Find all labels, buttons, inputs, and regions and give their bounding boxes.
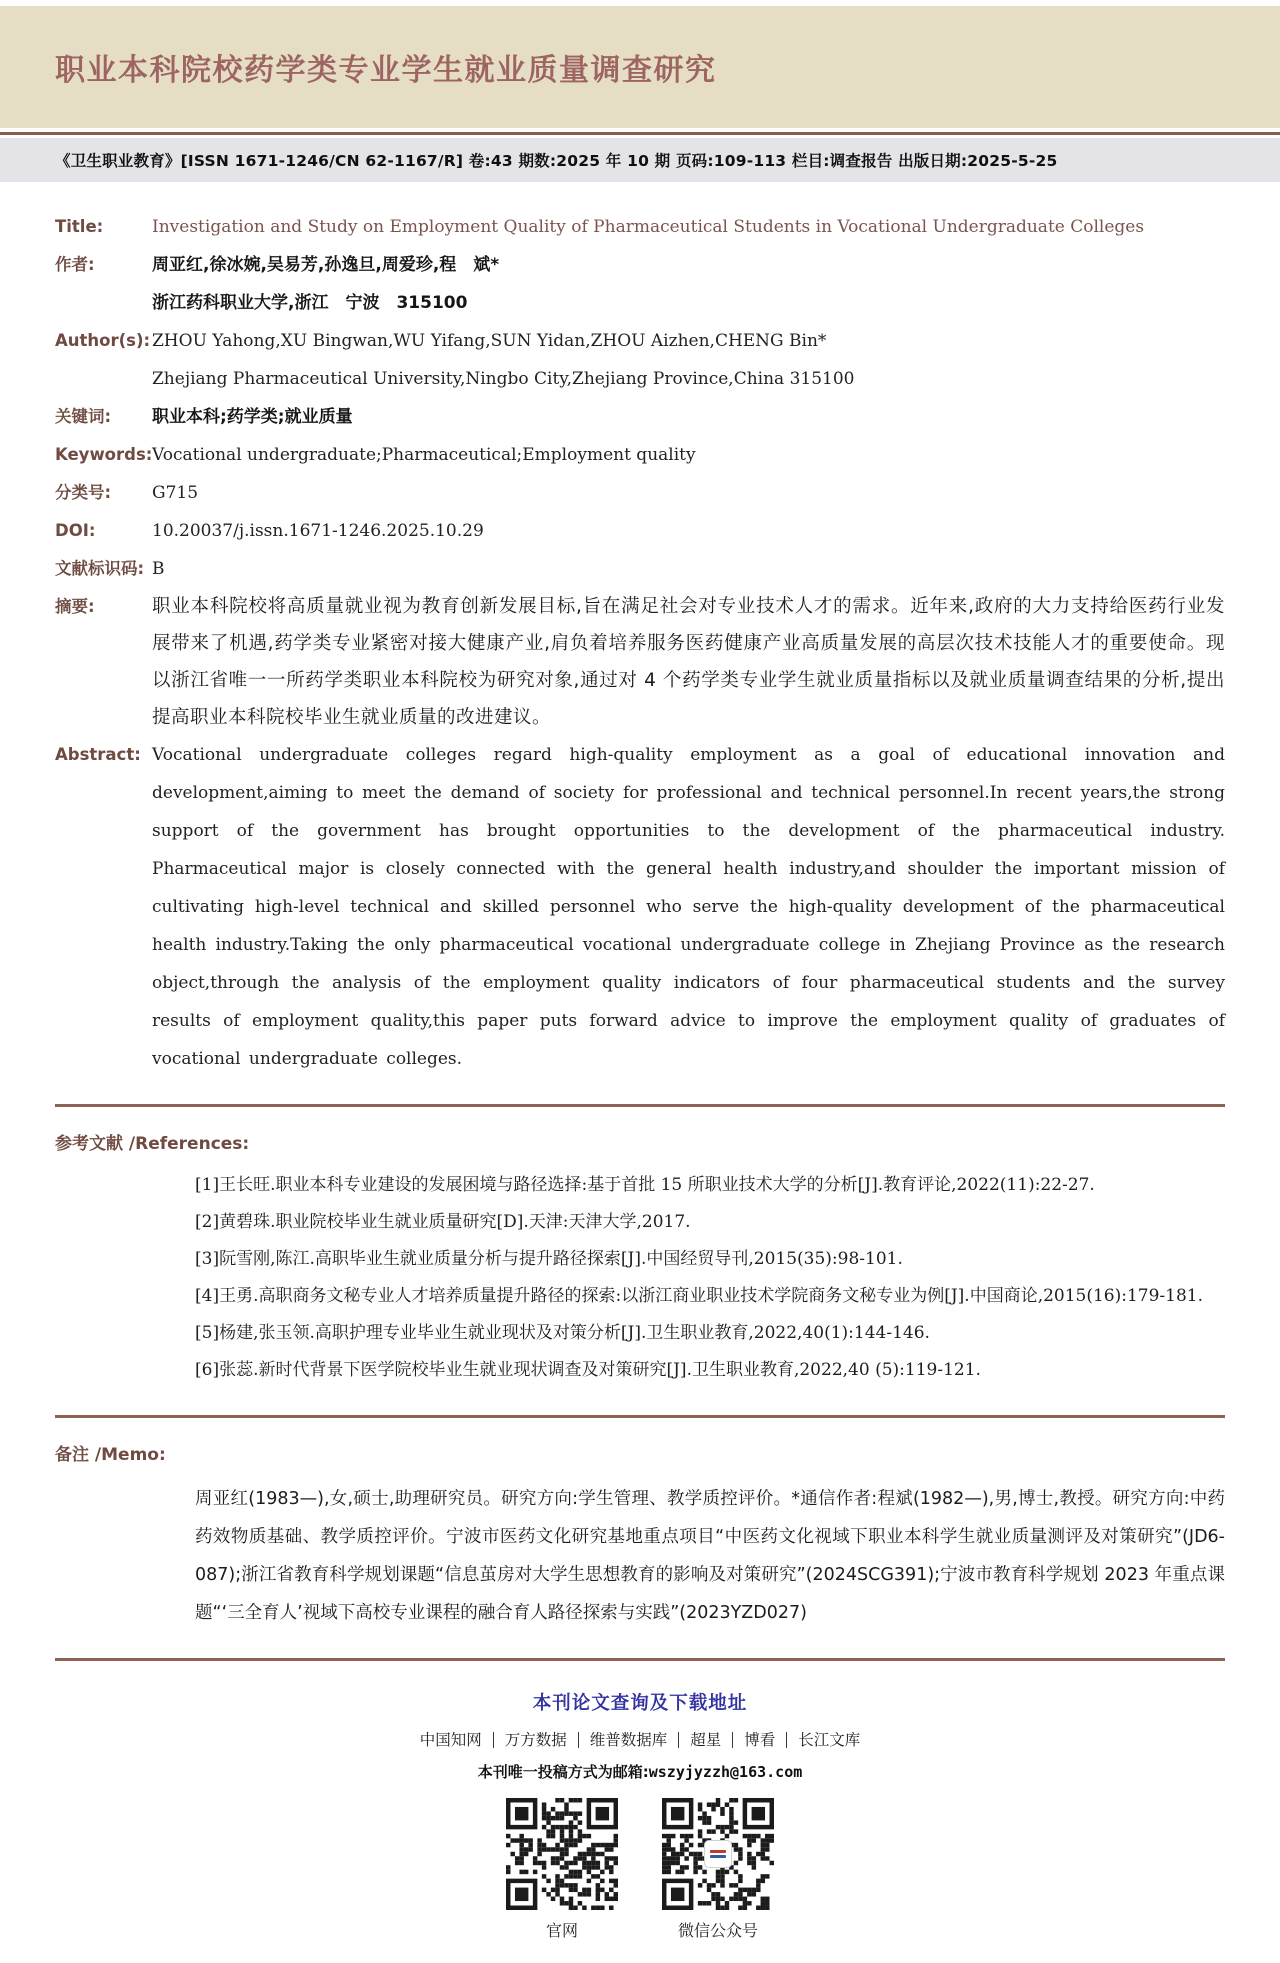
field-value-authors-cn: 周亚红,徐冰婉,吴易芳,孙逸旦,周爱珍,程 斌*: [152, 255, 500, 275]
database-item-chaoxing: 超星: [678, 1732, 732, 1748]
field-label: Title:: [55, 217, 104, 236]
memo-heading: 备注 /Memo:: [55, 1445, 166, 1465]
qr-label-website: 官网: [545, 1921, 578, 1940]
field-value-title-en: Investigation and Study on Employment Quality of Pharmaceutical Students in Vocational Undergraduate Colleges: [152, 217, 1145, 237]
submission-email-address: wszyjyzzh@163.com: [648, 1763, 803, 1781]
qr-box-wechat: [648, 1798, 788, 1941]
submission-email-line: [0, 1761, 1280, 1782]
meta-row-title-en: [55, 208, 1225, 246]
field-value-document-code: B: [152, 559, 165, 579]
meta-row-authors-cn: [55, 246, 1225, 284]
database-item-wanfang: 万方数据: [493, 1732, 578, 1748]
article-header: [0, 6, 1280, 128]
field-value-keywords-cn: 职业本科;药学类;就业质量: [152, 407, 353, 427]
field-value-abstract-en: Vocational undergraduate colleges regard high-quality employment as a goal of educational innovation and development,aiming to meet the demand of society for professional and technical personnel.In recent years,the strong support of the government has brought opportunities to the development of the pharmaceutical industry. Pharmaceutical major is closely connected with the general health industry,and shoulder the important mission of cultivating high-level technical and skilled personnel who serve the high-quality development of the pharmaceutical health industry.Taking the only pharmaceutical vocational undergraduate college in Zhejiang Province as the research object,through the analysis of the employment quality indicators of four pharmaceutical students and the survey results of employment quality,this paper puts forward advice to improve the employment quality of graduates of vocational undergraduate colleges.: [152, 745, 1225, 1069]
article-title-cn: 职业本科院校药学类专业学生就业质量调查研究: [55, 53, 717, 88]
reference-item: [4]王勇.高职商务文秘专业人才培养质量提升路径的探索:以浙江商业职业技术学院商务文秘专业为例[J].中国商论,2015(16):179-181.: [195, 1286, 1204, 1306]
field-label: Abstract:: [55, 745, 141, 764]
database-item-changjiang: 长江文库: [786, 1732, 871, 1748]
references-heading: 参考文献 /References:: [55, 1134, 250, 1154]
field-label: Keywords:: [55, 445, 153, 464]
field-label: 分类号:: [55, 483, 112, 502]
qr-label-wechat: 微信公众号: [677, 1921, 758, 1940]
qr-box-website: [492, 1798, 632, 1941]
field-value-authors-en: ZHOU Yahong,XU Bingwan,WU Yifang,SUN Yidan,ZHOU Aizhen,CHENG Bin*: [152, 331, 827, 351]
metadata-section: [0, 182, 1280, 1078]
reference-item: [2]黄碧珠.职业院校毕业生就业质量研究[D].天津:天津大学,2017.: [195, 1212, 691, 1232]
field-label: 作者:: [55, 255, 95, 274]
meta-row-doi: [55, 512, 1225, 550]
reference-item: [6]张蕊.新时代背景下医学院校毕业生就业现状调查及对策研究[J].卫生职业教育,2022,40 (5):119-121.: [195, 1360, 981, 1380]
journal-info-bar: [0, 138, 1280, 182]
field-label: 摘要:: [55, 597, 95, 616]
database-item-bookan: 博看: [732, 1732, 786, 1748]
meta-row-abstract-cn: [55, 588, 1225, 736]
meta-row-abstract-en: [55, 736, 1225, 1078]
field-label: 关键词:: [55, 407, 112, 426]
field-value-doi: 10.20037/j.issn.1671-1246.2025.10.29: [152, 521, 484, 541]
field-value-keywords-en: Vocational undergraduate;Pharmaceutical;Employment quality: [152, 445, 696, 465]
journal-info-text: 《卫生职业教育》[ISSN 1671-1246/CN 62-1167/R] 卷:43 期数:2025 年 10 期 页码:109-113 栏目:调查报告 出版日期:2025-5-25: [55, 152, 1058, 170]
field-label: 文献标识码:: [55, 559, 145, 578]
memo-section: [0, 1418, 1280, 1632]
meta-row-keywords-en: [55, 436, 1225, 474]
meta-row-affiliation-cn: [55, 284, 1225, 322]
reference-item: [5]杨建,张玉领.高职护理专业毕业生就业现状及对策分析[J].卫生职业教育,2022,40(1):144-146.: [195, 1323, 930, 1343]
submission-email-label: 本刊唯一投稿方式为邮箱:: [477, 1763, 649, 1781]
database-item-cnki: 中国知网: [419, 1731, 482, 1749]
journal-footer: [0, 1661, 1280, 1963]
footer-title: 本刊论文查询及下载地址: [532, 1693, 748, 1714]
reference-item: [1]王长旺.职业本科专业建设的发展困境与路径选择:基于首批 15 所职业技术大学的分析[J].教育评论,2022(11):22-27.: [195, 1175, 1095, 1195]
field-value-abstract-cn: 职业本科院校将高质量就业视为教育创新发展目标,旨在满足社会对专业技术人才的需求。近年来,政府的大力支持给医药行业发展带来了机遇,药学类专业紧密对接大健康产业,肩负着培养服务医药健康产业高质量发展的高层次技术技能人才的重要使命。现以浙江省唯一一所药学类职业本科院校为研究对象,通过对 4 个药学类专业学生就业质量指标以及就业质量调查结果的分析,提出提高职业本科院校毕业生就业质量的改进建议。: [152, 596, 1225, 728]
meta-row-document-code: [55, 550, 1225, 588]
field-value-affiliation-cn: 浙江药科职业大学,浙江 宁波 315100: [152, 293, 468, 313]
memo-text: 周亚红(1983—),女,硕士,助理研究员。研究方向:学生管理、教学质控评价。*通信作者:程斌(1982—),男,博士,教授。研究方向:中药药效物质基础、教学质控评价。宁波市医药文化研究基地重点项目“中医药文化视域下职业本科学生就业质量测评及对策研究”(JD6-087);浙江省教育科学规划课题“信息茧房对大学生思想教育的影响及对策研究”(2024SCG391);宁波市教育科学规划 2023 年重点课题“‘三全育人’视域下高校专业课程的融合育人路径探索与实践”(2023YZD027): [195, 1489, 1225, 1623]
field-value-classification: G715: [152, 483, 199, 503]
database-item-vip: 维普数据库: [578, 1732, 679, 1748]
qr-code-row: [0, 1798, 1280, 1941]
qr-code-wechat: [662, 1798, 774, 1910]
references-section: [0, 1107, 1280, 1389]
meta-row-affiliation-en: [55, 360, 1225, 398]
field-label: Author(s):: [55, 331, 151, 350]
meta-row-keywords-cn: [55, 398, 1225, 436]
database-list: [0, 1731, 1280, 1749]
header-divider: [0, 132, 1280, 135]
meta-row-classification: [55, 474, 1225, 512]
reference-item: [3]阮雪刚,陈江.高职毕业生就业质量分析与提升路径探索[J].中国经贸导刊,2015(35):98-101.: [195, 1249, 903, 1269]
references-list: [195, 1167, 1225, 1389]
field-value-affiliation-en: Zhejiang Pharmaceutical University,Ningbo City,Zhejiang Province,China 315100: [152, 369, 855, 389]
qr-code-website: [506, 1798, 618, 1910]
meta-row-authors-en: [55, 322, 1225, 360]
field-label: DOI:: [55, 521, 96, 540]
